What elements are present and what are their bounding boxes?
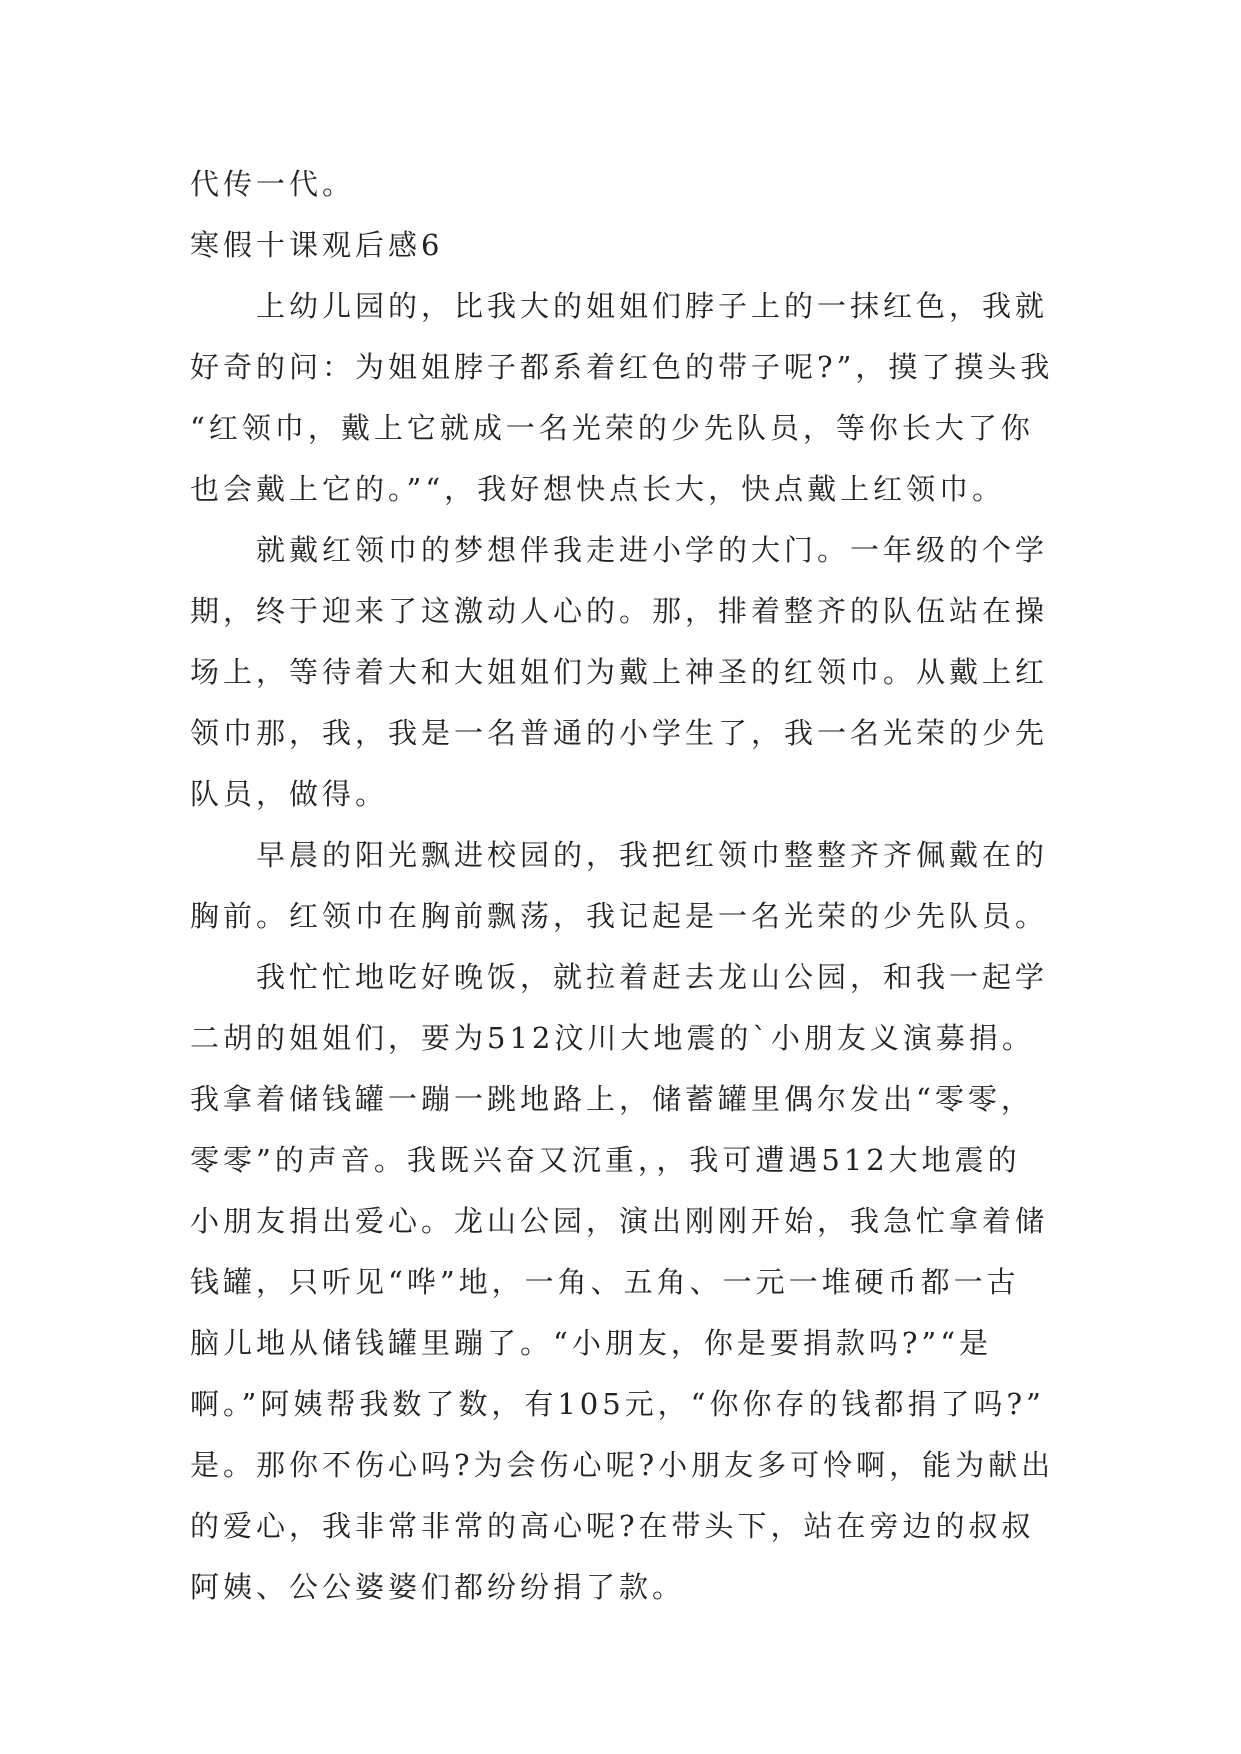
paragraph-line: 的爱心，我非常非常的高心呢?在带头下，站在旁边的叔叔: [190, 1509, 1035, 1543]
paragraph-3: [190, 825, 1070, 947]
paragraph-line: “红领巾，戴上它就成一名光荣的少先队员，等你长大了你: [190, 411, 1034, 445]
paragraph-4: [190, 947, 1070, 1618]
paragraph-line: 阿姨、公公婆婆们都纷纷捐了款。: [190, 1570, 686, 1604]
document-body: [190, 154, 1070, 1618]
paragraph-line: 是。那你不伤心吗?为会伤心呢?小朋友多可怜啊，能为献出: [190, 1448, 1055, 1482]
paragraph-line: 我忙忙地吃好晚饭，就拉着赶去龙山公园，和我一起学: [256, 960, 1049, 994]
paragraph-line: 期，终于迎来了这激动人心的。那，排着整齐的队伍站在操: [190, 594, 1049, 628]
paragraph-line: 也会戴上它的。”“，我好想快点长大，快点戴上红领巾。: [190, 472, 1006, 506]
paragraph-line: 队员，做得。: [190, 777, 389, 811]
paragraph-line: 啊。”阿姨帮我数了数，有105元，“你你存的钱都捐了吗?”: [190, 1387, 1045, 1421]
essay-heading: 寒假十课观后感6: [190, 228, 444, 262]
paragraph-line: 胸前。红领巾在胸前飘荡，我记起是一名光荣的少先队员。: [190, 899, 1049, 933]
paragraph-line: 我拿着储钱罐一蹦一跳地路上，储蓄罐里偶尔发出“零零，: [190, 1082, 1034, 1116]
paragraph-line: 场上，等待着大和大姐姐们为戴上神圣的红领巾。从戴上红: [190, 655, 1049, 689]
paragraph-line: 就戴红领巾的梦想伴我走进小学的大门。一年级的个学: [256, 533, 1049, 567]
intro-tail-line: 代传一代。: [190, 167, 356, 201]
paragraph-2: [190, 520, 1070, 825]
paragraph-line: 脑儿地从储钱罐里蹦了。“小朋友，你是要捐款吗?”“是: [190, 1326, 993, 1360]
paragraph-line: 上幼儿园的，比我大的姐姐们脖子上的一抹红色，我就: [256, 289, 1049, 323]
paragraph-line: 好奇的问：为姐姐脖子都系着红色的带子呢?”，摸了摸头我: [190, 350, 1054, 384]
paragraph-line: 早晨的阳光飘进校园的，我把红领巾整整齐齐佩戴在的: [256, 838, 1049, 872]
paragraph-line: 钱罐，只听见“哗”地，一角、五角、一元一堆硬币都一古: [190, 1265, 1020, 1299]
paragraph-line: 二胡的姐姐们，要为512汶川大地震的`小朋友义演募捐。: [190, 1021, 1035, 1055]
paragraph-line: 领巾那，我，我是一名普通的小学生了，我一名光荣的少先: [190, 716, 1049, 750]
paragraph-1: [190, 276, 1070, 520]
paragraph-line: 零零”的声音。我既兴奋又沉重，，我可遭遇512大地震的: [190, 1143, 1021, 1177]
paragraph-line: 小朋友捐出爱心。龙山公园，演出刚刚开始，我急忙拿着储: [190, 1204, 1049, 1238]
